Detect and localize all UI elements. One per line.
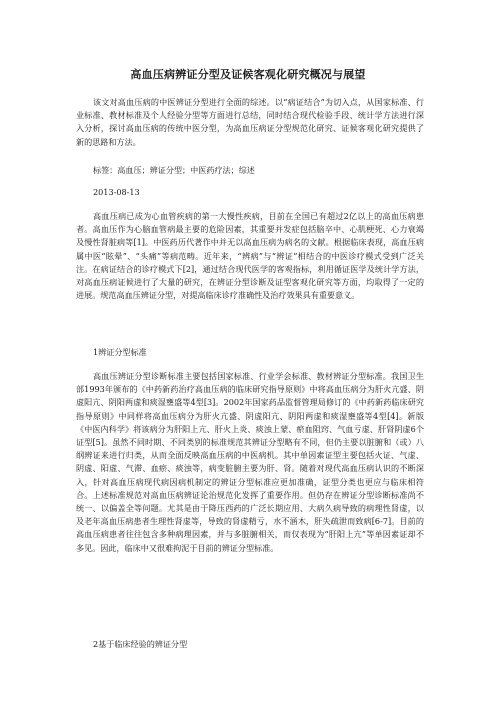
- document-title: 高血压病辨证分型及证候客观化研究概况与展望: [130, 68, 366, 81]
- section1-paragraph: [76, 370, 424, 555]
- keywords-block: [76, 164, 424, 177]
- keywords-line: 标签：高血压；辨证分型；中医药疗法；综述: [93, 165, 255, 175]
- publish-date: 2013-08-13: [93, 187, 140, 197]
- section1-heading-block: [76, 346, 424, 359]
- intro-paragraph: [76, 210, 424, 302]
- section1-text: 高血压辨证分型诊断标准主要包括国家标准、行业学会标准、教材辨证分型标准。我国卫生部1993年颁布的《中药新药治疗高血压病的临床研究指导原则》中将高血压病分为肝火亢盛、阴虚阳亢、阴阳两虚和痰湿壅盛等4型[3]。2002年国家药品监督管理局修订的《中药新药临床研究指导原则》中同样将高血压病分为肝火亢盛、阴虚阳亢、阴阳两虚和痰湿壅盛等4型[4]。新版《中医内科学》将该病分为肝阳上亢、肝火上炎、痰浊上蒙、瘀血阻窍、气血亏虚、肝肾阴虚6个证型[5]。虽然不同时期、不同类别的标准规范其辨证分型略有不同，但仍主要以脏腑和（或）八纲辨证来进行归类，从而全面反映高血压病的中医病机。其中单因素证型主要包括火证、气虚、阴虚、阳虚、气滞、血瘀、痰浊等，病变脏腑主要为肝、肾。随着对现代高血压病认识的不断深入，针对高血压病现代病因病机制定的辨证分型标准应更加准确，证型分类也更应与临床相符合。上述标准规范对高血压病辨证论治规范化发挥了重要作用。但仍存在辨证分型诊断标准尚不统一、以偏盖全等问题。尤其是由于降压西药的广泛长期应用、大病久病导致的病理性肾虚，以及老年高血压病患者生理性肾虚等，导致的肾虚精亏，水不涵木，肝失疏泄而致病[6-7]。目前的高血压病患者往往包含多种病理因素，并与多脏腑相关，而仅表现为“肝阳上亢”等单因素证却不多见。因此，临床中又很难拘泥于目前的辨证分型标准。: [76, 371, 424, 553]
- section2-heading: 2基于临床经验的辨证分型: [93, 639, 188, 649]
- abstract-text: 该文对高血压病的中医辨证分型进行全面的综述。以“病证结合”为切入点，从国家标准、行业标准、教材标准及个人经验分型等方面进行总结，同时结合现代检验手段、统计学方法进行深入分析，探讨高血压病的传统中医分型，为高血压病证分型规范化研究、证候客观化研究提供了新的思路和方法。: [76, 97, 424, 147]
- section2-heading-block: [76, 638, 424, 651]
- abstract-paragraph: [76, 96, 424, 149]
- section1-heading: 1辨证分型标准: [93, 347, 147, 357]
- date-block: [76, 186, 424, 199]
- intro-text: 高血压病已成为心血管疾病的第一大慢性疾病，目前在全国已有超过2亿以上的高血压病患者。高血压作为心脑血管病最主要的危险因素，其重要并发症包括脑卒中、心肌梗死、心力衰竭及慢性肾脏病等[1]。中医药历代著作中并无以高血压病为病名的文献。根据临床表现，高血压病属中医“眩晕”、“头痛”等病范畴。近年来，“辨病”与“辨证”相结合的中医诊疗模式受到广泛关注。在病证结合的诊疗模式下[2]，通过结合现代医学的客观指标，利用循证医学及统计学方法，对高血压病证候进行了大量的研究，在辨证分型诊断及证型客观化研究等方面，均取得了一定的进展。规范高血压辨证分型，对提高临床诊疗准确性及治疗效果具有重要意义。: [76, 211, 424, 301]
